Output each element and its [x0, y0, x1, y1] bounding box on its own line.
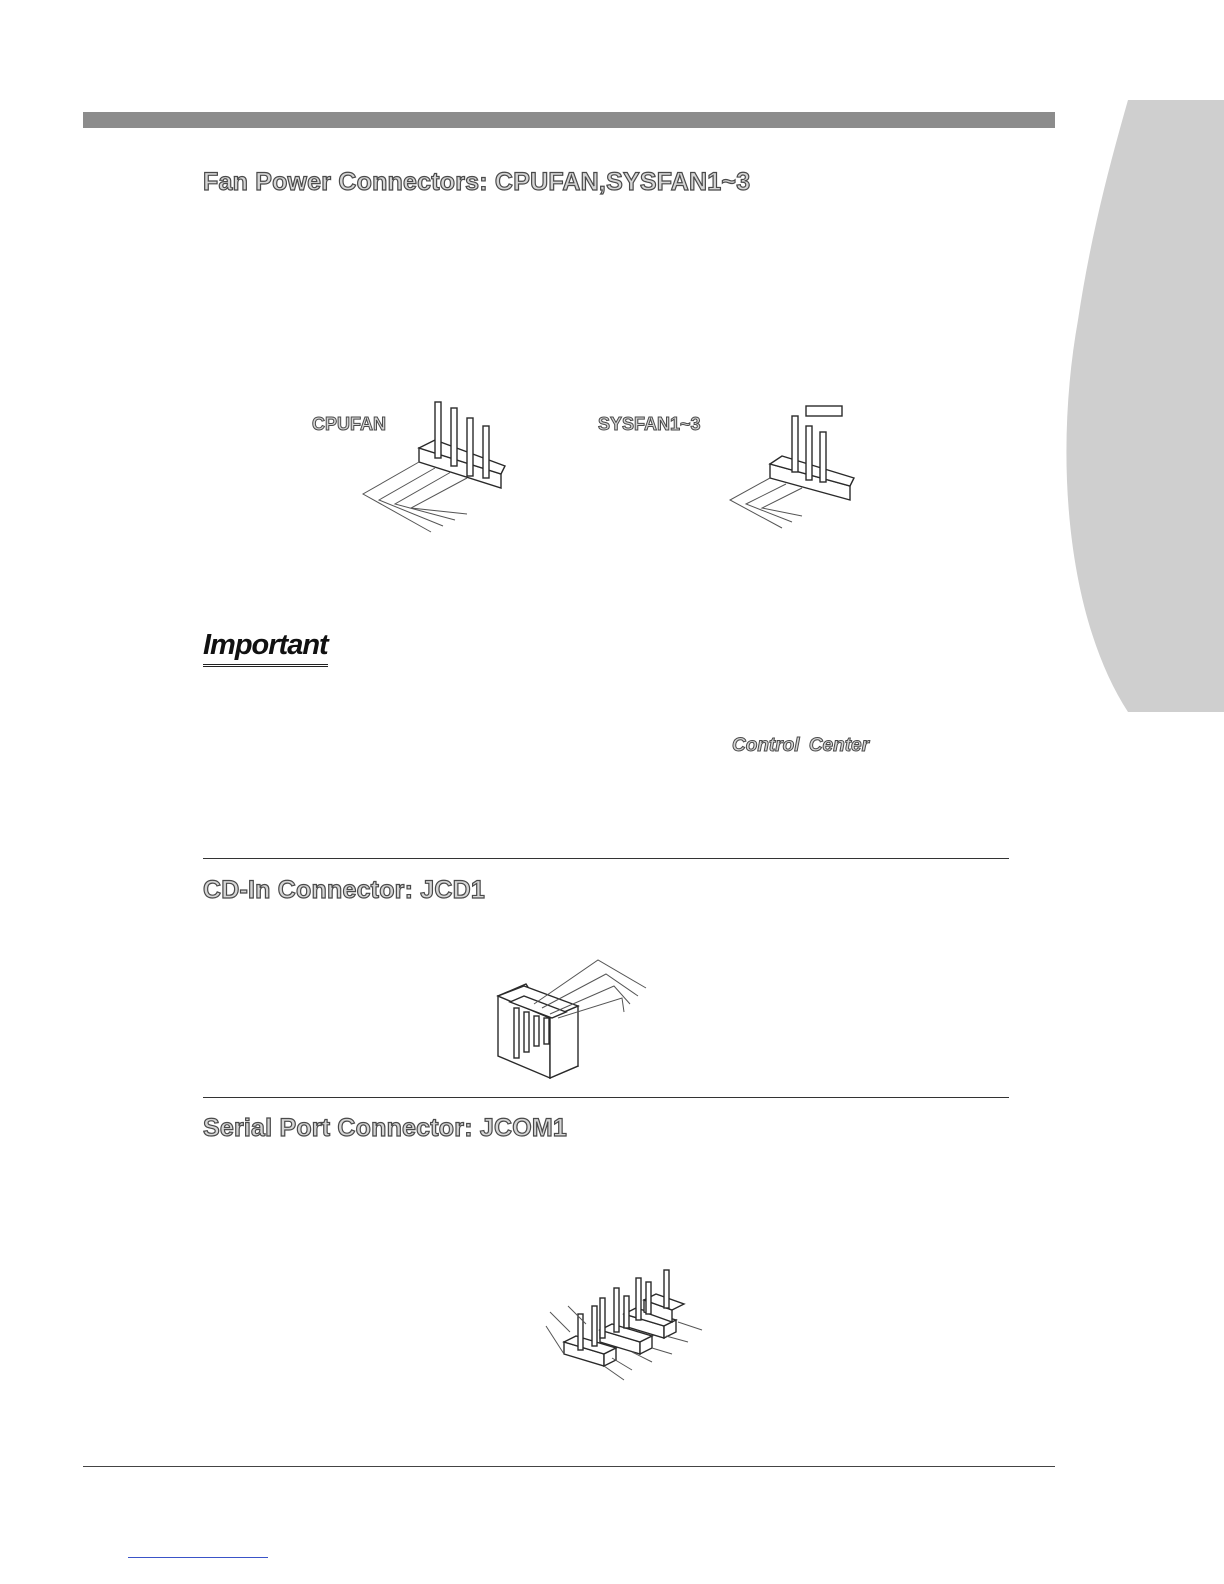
cd-in-connector-diagram [494, 956, 654, 1086]
serial-connector-diagram [540, 1266, 710, 1386]
section-divider-2 [203, 1097, 1009, 1098]
page-bottom-rule [83, 1466, 1055, 1467]
chapter-side-tab [1058, 100, 1224, 712]
important-title: Important [203, 628, 328, 667]
cpufan-label: CPUFAN [312, 414, 387, 434]
cpufan-connector-diagram [355, 398, 515, 538]
sysfan-label: SYSFAN1~3 [598, 414, 701, 434]
fan-section-heading: Fan Power Connectors: CPUFAN,SYSFAN1~3 [203, 168, 751, 196]
control-center-text: Control Center [732, 735, 869, 756]
top-banner-bar [83, 112, 1055, 128]
cd-in-section-heading: CD-In Connector: JCD1 [203, 876, 485, 904]
section-divider-1 [203, 858, 1009, 859]
serial-section-heading: Serial Port Connector: JCOM1 [203, 1114, 567, 1142]
sysfan-connector-diagram [726, 404, 866, 534]
footer-link-underline[interactable] [128, 1557, 268, 1558]
